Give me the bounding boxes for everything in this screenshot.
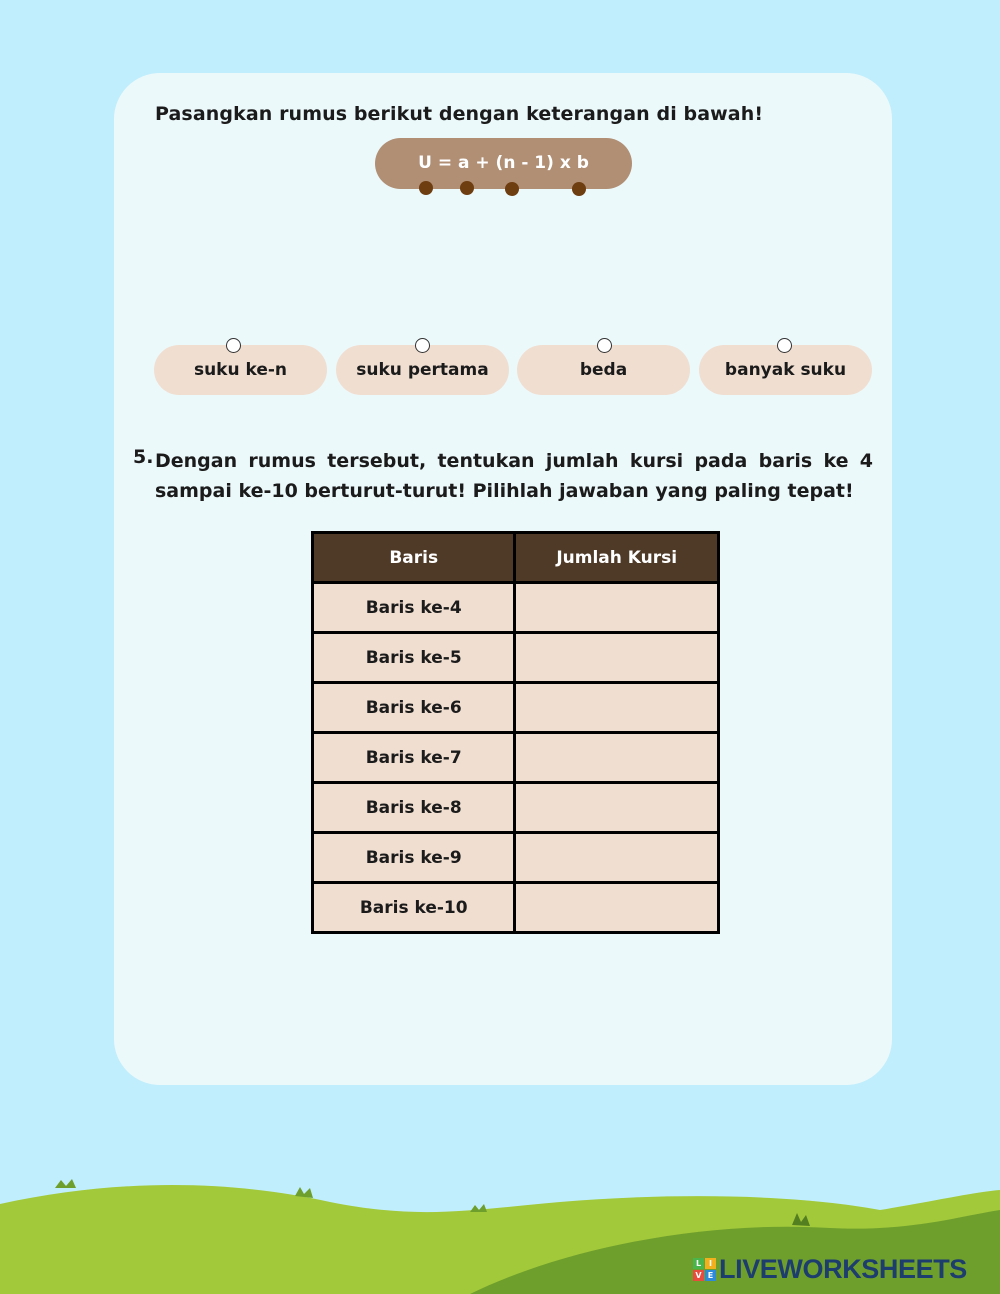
answer-table [311,531,720,934]
option-suku-pertama[interactable]: suku pertama [336,345,509,395]
table-row [313,733,719,783]
connector-dot[interactable] [572,182,586,196]
connector-dot[interactable] [419,181,433,195]
logo-icon [693,1258,716,1281]
option-banyak-suku[interactable]: banyak suku [699,345,872,395]
answer-cell[interactable] [515,583,719,633]
table-row [313,783,719,833]
row-label: Baris ke-6 [313,683,515,733]
logo-letter: L [693,1258,704,1269]
answer-cell[interactable] [515,733,719,783]
answer-cell[interactable] [515,833,719,883]
connector-ring[interactable] [226,338,241,353]
answer-cell[interactable] [515,783,719,833]
logo-text: LIVEWORKSHEETS [719,1254,967,1284]
table-header-row [313,533,719,583]
connector-dot[interactable] [460,181,474,195]
answer-cell[interactable] [515,633,719,683]
header-baris: Baris [313,533,515,583]
row-label: Baris ke-7 [313,733,515,783]
answer-cell[interactable] [515,683,719,733]
connector-ring[interactable] [415,338,430,353]
formula-box: U = a + (n - 1) x b [375,138,632,189]
liveworksheets-logo [693,1254,967,1285]
connector-dot[interactable] [505,182,519,196]
option-beda[interactable]: beda [517,345,690,395]
row-label: Baris ke-10 [313,883,515,933]
answer-cell[interactable] [515,883,719,933]
row-label: Baris ke-5 [313,633,515,683]
logo-letter: I [705,1258,716,1269]
connector-ring[interactable] [777,338,792,353]
connector-ring[interactable] [597,338,612,353]
table-row [313,833,719,883]
question-number: 5. [133,446,154,468]
row-label: Baris ke-8 [313,783,515,833]
question-text: Dengan rumus tersebut, tentukan jumlah kursi pada baris ke 4 sampai ke-10 berturut-turut! Pilihlah jawaban yang paling tepat! [155,450,873,502]
row-label: Baris ke-9 [313,833,515,883]
logo-letter: V [693,1270,704,1281]
table-row [313,583,719,633]
table-row [313,883,719,933]
table-row [313,633,719,683]
instruction-text: Pasangkan rumus berikut dengan keterangan di bawah! [155,103,764,125]
header-jumlah-kursi: Jumlah Kursi [515,533,719,583]
table-row [313,683,719,733]
logo-letter: E [705,1270,716,1281]
option-suku-ke-n[interactable]: suku ke-n [154,345,327,395]
row-label: Baris ke-4 [313,583,515,633]
